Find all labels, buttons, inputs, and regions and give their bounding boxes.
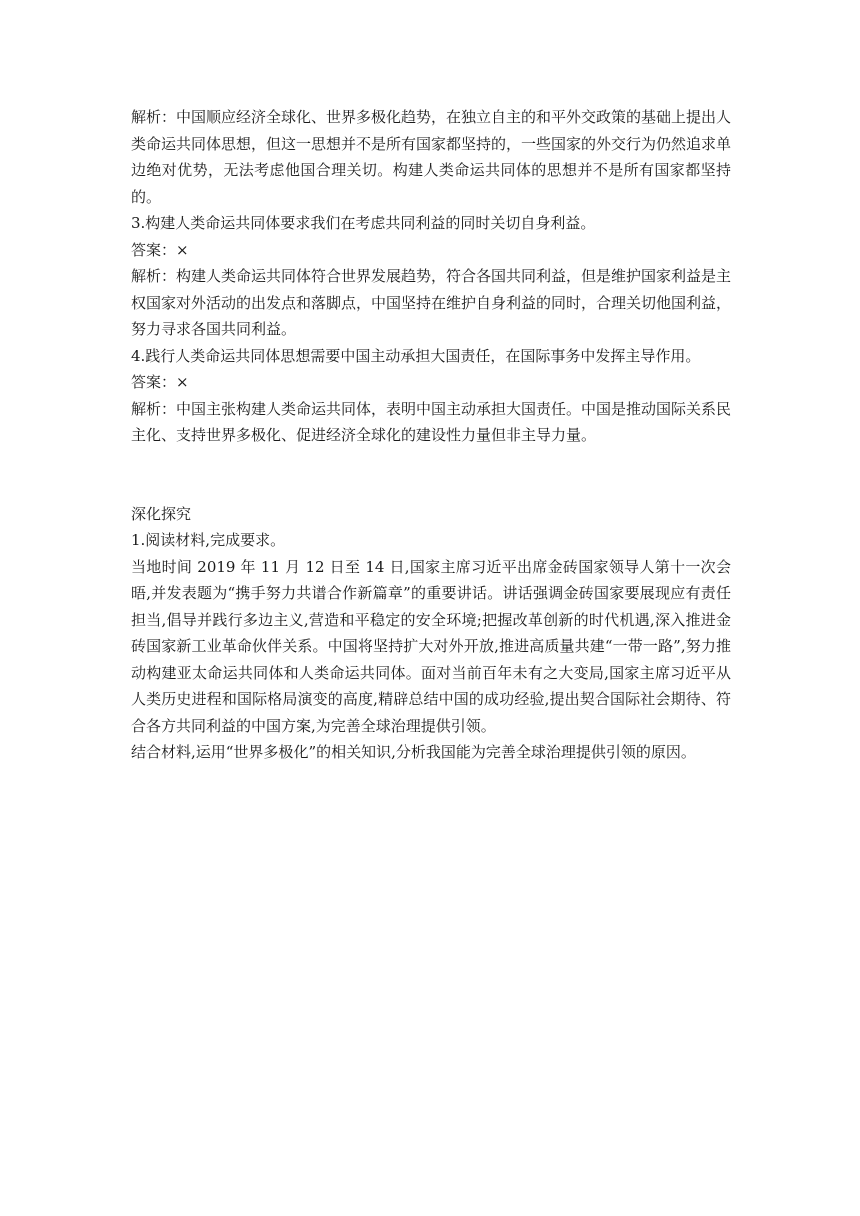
document-page: [131, 104, 731, 766]
material-text: 当地时间 2019 年 11 月 12 日至 14 日,国家主席习近平出席金砖国家领导人第十一次会晤,并发表题为“携手努力共谱合作新篇章”的重要讲话。讲话强调金砖国家要展现应有责任担当,倡导并践行多边主义,营造和平稳定的安全环境;把握改革创新的时代机遇,深入推进金砖国家新工业革命伙伴关系。中国将坚持扩大对外开放,推进高质量共建“一带一路”,努力推动构建亚太命运共同体和人类命运共同体。面对当前百年未有之大变局,国家主席习近平从人类历史进程和国际格局演变的高度,精辟总结中国的成功经验,提出契合国际社会期待、符合各方共同利益的中国方案,为完善全球治理提供引领。: [131, 557, 731, 735]
q3-answer: 答案：×: [131, 240, 189, 259]
true-false-section: [131, 104, 731, 449]
deep-inquiry-section: [131, 501, 731, 766]
task-text: 结合材料,运用“世界多极化”的相关知识,分析我国能为完善全球治理提供引领的原因。: [131, 743, 696, 761]
section-spacer: [131, 449, 731, 501]
q4-analysis: 解析：中国主张构建人类命运共同体，表明中国主动承担大国责任。中国是推动国际关系民主化、支持世界多极化、促进经济全球化的建设性力量但非主导力量。: [131, 399, 732, 444]
section-heading: 深化探究: [131, 504, 192, 523]
q1-prompt: 1.阅读材料,完成要求。: [131, 531, 286, 549]
q4-statement: 4.践行人类命运共同体思想需要中国主动承担大国责任，在国际事务中发挥主导作用。: [131, 346, 701, 365]
q3-analysis: 解析：构建人类命运共同体符合世界发展趋势，符合各国共同利益，但是维护国家利益是主权国家对外活动的出发点和落脚点，中国坚持在维护自身利益的同时，合理关切他国利益，努力寻求各国共同利益。: [131, 267, 732, 338]
q4-answer: 答案：×: [131, 373, 189, 391]
q3-statement: 3.构建人类命运共同体要求我们在考虑共同利益的同时关切自身利益。: [131, 214, 596, 232]
q2-analysis: 解析：中国顺应经济全球化、世界多极化趋势，在独立自主的和平外交政策的基础上提出人类命运共同体思想，但这一思想并不是所有国家都坚持的，一些国家的外交行为仍然追求单边绝对优势，无法考虑他国合理关切。构建人类命运共同体的思想并不是所有国家都坚持的。: [131, 108, 732, 206]
